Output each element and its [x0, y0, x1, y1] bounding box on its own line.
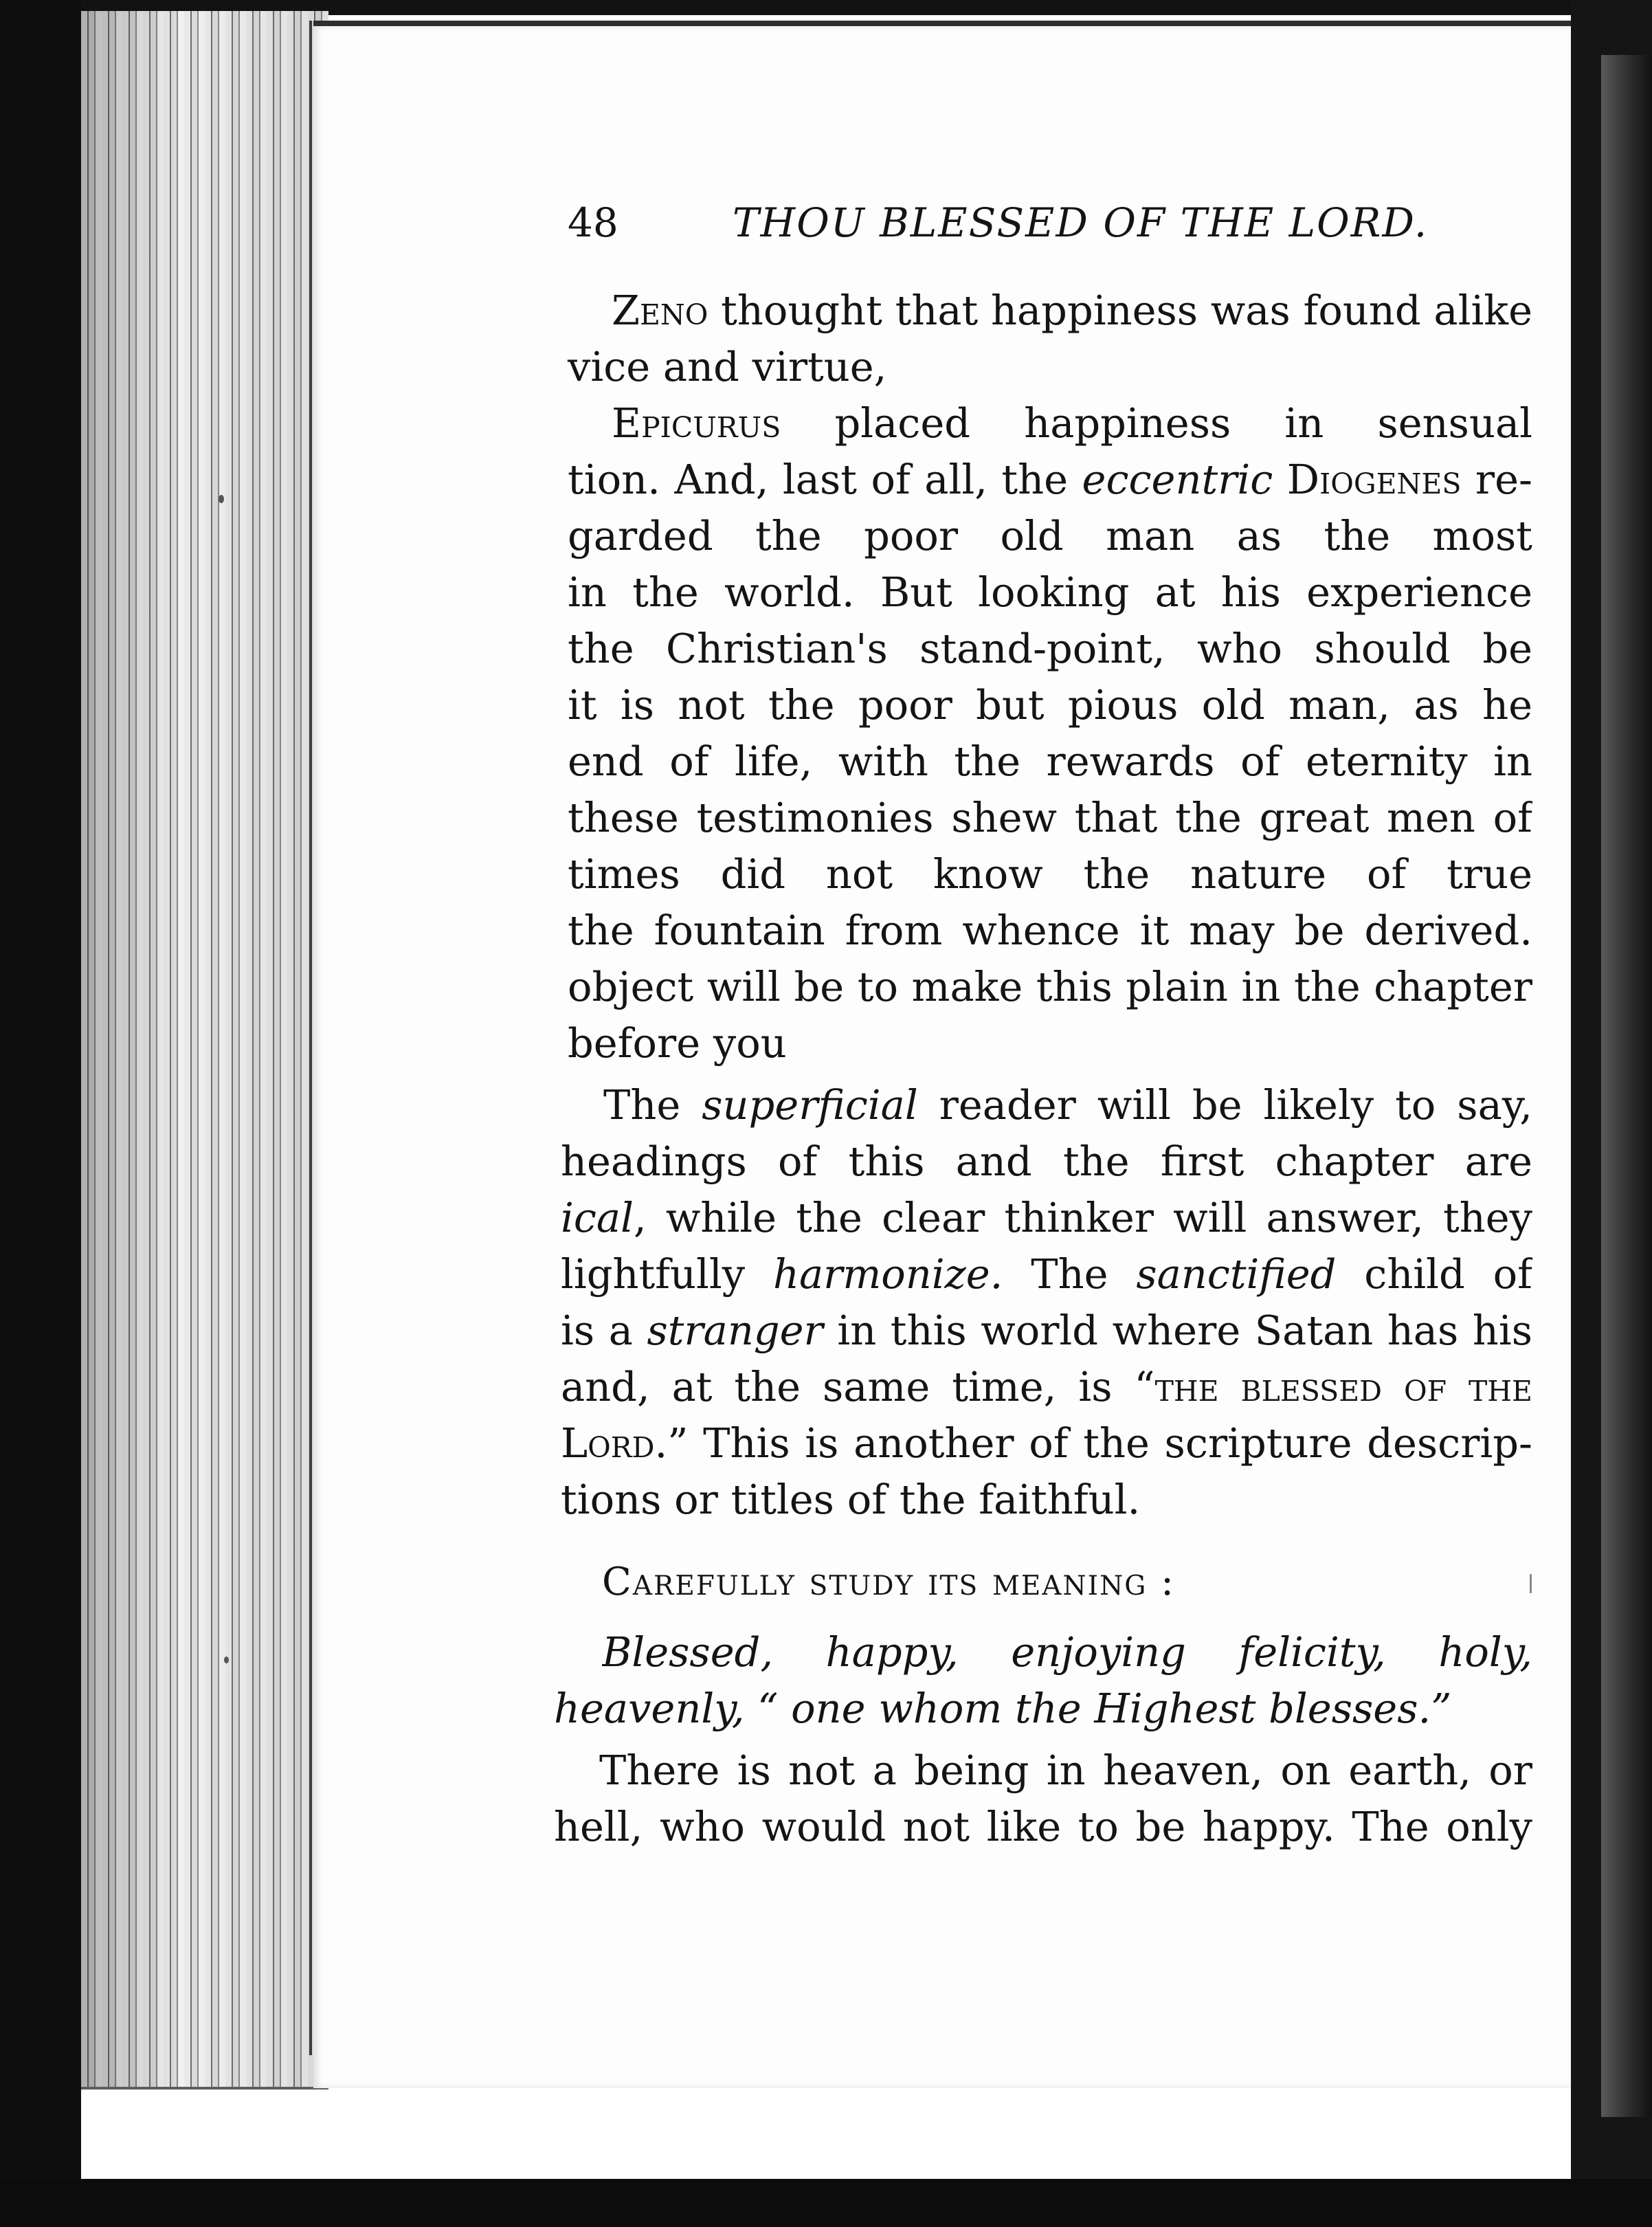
text-line: There is not a being in heaven, on earth, or [599, 1747, 1532, 1794]
text-line [561, 1362, 1532, 1412]
text-span: , while the clear thinker will answer, they [633, 1194, 1532, 1241]
text-span: is a [561, 1307, 647, 1354]
scan-border-left [0, 0, 81, 2227]
page-number: 48 [568, 199, 618, 246]
text-line: the fountain from whence it may be derived. [568, 907, 1532, 954]
text-span: tion. And, last of all, the [568, 456, 1082, 503]
scan-speck [1530, 1574, 1532, 1593]
text-line: garded the poor old man as the most [568, 512, 1532, 559]
scan-speck [219, 495, 224, 503]
scan-speck [224, 1657, 229, 1663]
italic-span: stranger [647, 1307, 823, 1354]
italic-span: eccentric [1082, 456, 1273, 503]
text-line: these testimonies shew that the great men of [568, 794, 1532, 841]
text-span: child of [1364, 1250, 1532, 1298]
text-span: This is another of the scripture descrip- [688, 1419, 1532, 1467]
text-span: lightfully [561, 1250, 773, 1298]
text-span: and, at the same time, is “ [561, 1363, 1155, 1410]
text-line [612, 286, 1532, 335]
facing-page-shadow [1601, 55, 1652, 2117]
text-line: the Christian's stand-point, who should be [568, 625, 1532, 672]
italic-span: superficial [702, 1081, 918, 1129]
text-span: re- [1461, 456, 1532, 503]
scan-border-bottom [0, 2179, 1652, 2227]
definition-line: heavenly, “ one whom the Highest blesses.” [554, 1685, 1452, 1732]
text-line [561, 1419, 1532, 1468]
page-edge-line [309, 21, 312, 2055]
text-span: in this world where Satan has his [837, 1307, 1532, 1354]
text-line: hell, who would not like to be happy. The only [554, 1803, 1532, 1850]
text-line: object will be to make this plain in the chapter [568, 963, 1532, 1010]
study-heading: Carefully study its meaning : [602, 1560, 1176, 1604]
text-span: thought that happiness was found alike [721, 287, 1532, 334]
italic-span: sanctified [1136, 1250, 1337, 1298]
text-line [561, 1306, 1532, 1355]
text-line: before you [568, 1019, 787, 1067]
text-line: end of life, with the rewards of eternity in [568, 738, 1532, 785]
small-caps-span: the blessed of the [1154, 1363, 1532, 1410]
text-span: The [1003, 1250, 1137, 1298]
small-caps-span: Lord.” [561, 1419, 689, 1467]
text-line [561, 1250, 1532, 1299]
text-line: vice and virtue, [568, 343, 887, 390]
text-line [612, 399, 1532, 448]
text-line: times did not know the nature of true [568, 850, 1532, 898]
text-span: headings of this and the first chapter are [561, 1138, 1532, 1185]
text-span: placed happiness in sensual [834, 399, 1532, 447]
text-line [561, 1137, 1532, 1186]
text-line [568, 455, 1532, 505]
definition-line: Blessed, happy, enjoying felicity, holy, [602, 1628, 1532, 1676]
text-span: reader will be likely to say, [939, 1081, 1532, 1129]
name-zeno: Zeno [612, 287, 708, 334]
italic-span: ical [561, 1194, 634, 1241]
name-diogenes: Diogenes [1273, 456, 1462, 503]
text-span: The [603, 1081, 702, 1129]
text-line: in the world. But looking at his experience [568, 568, 1532, 616]
page-edges-shadow [81, 11, 328, 2087]
running-title: THOU BLESSED OF THE LORD. [733, 199, 1429, 246]
text-line [561, 1193, 1532, 1243]
text-line: tions or titles of the faithful. [561, 1476, 1141, 1523]
name-epicurus: Epicurus [612, 399, 781, 447]
text-line: it is not the poor but pious old man, as he [568, 681, 1532, 729]
italic-span: harmonize. [772, 1250, 1003, 1298]
text-line [603, 1081, 1532, 1130]
page-top-edge [313, 21, 1601, 26]
